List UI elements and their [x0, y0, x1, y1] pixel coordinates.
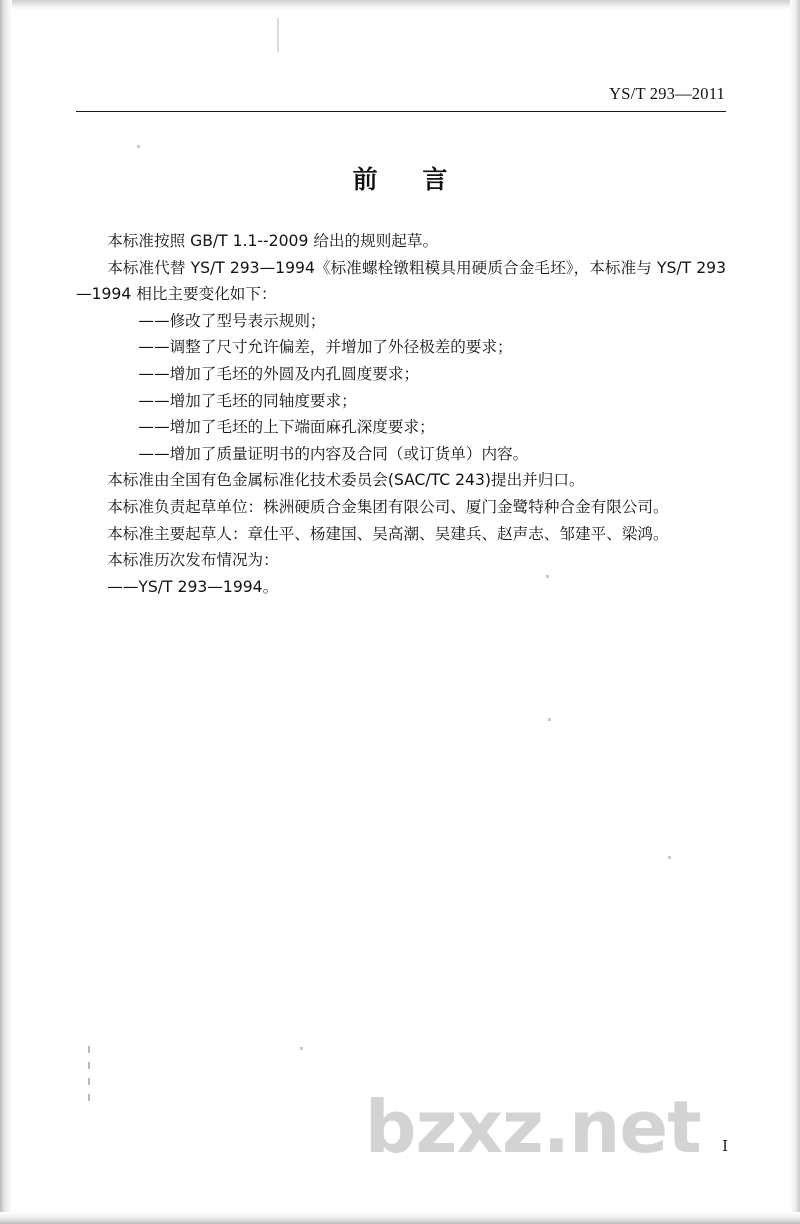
foreword-body: [76, 228, 726, 600]
list-item: ——增加了毛坯的外圆及内孔圆度要求；: [138, 364, 420, 383]
scan-speck: [546, 575, 549, 578]
scan-speck: [277, 18, 279, 52]
header-divider: [76, 111, 726, 112]
page-number: Ⅰ: [722, 1139, 728, 1155]
scan-edge-top: [0, 0, 800, 10]
paragraph: 本标准历次发布情况为：: [107, 551, 279, 570]
paragraph: 本标准由全国有色金属标准化技术委员会(SAC/TC 243)提出并归口。: [107, 471, 585, 490]
paragraph: 本标准代替 YS/T 293—1994《标准螺栓镦粗模具用硬质合金毛坯》，本标准与 YS/T 293—1994 相比主要变化如下：: [76, 258, 726, 304]
list-item: ——调整了尺寸允许偏差，并增加了外径极差的要求；: [138, 338, 513, 357]
paragraph: 本标准按照 GB/T 1.1--2009 给出的规则起草。: [107, 232, 439, 250]
scan-speck: [300, 1047, 303, 1050]
standard-code-header: YS/T 293—2011: [609, 84, 725, 103]
page-title: 前 言: [352, 165, 466, 194]
list-item: ——增加了质量证明书的内容及合同（或订货单）内容。: [138, 444, 529, 463]
list-item: ——增加了毛坯的上下端面麻孔深度要求；: [138, 418, 435, 437]
scan-artifact-marks: [88, 1046, 90, 1106]
watermark: bzxz.net: [365, 1085, 701, 1169]
list-item: ——修改了型号表示规则；: [138, 311, 326, 330]
scan-speck: [137, 145, 140, 148]
scan-speck: [668, 856, 671, 859]
paragraph: 本标准负责起草单位：株洲硬质合金集团有限公司、厦门金鹭特种合金有限公司。: [107, 497, 669, 516]
list-item: ——增加了毛坯的同轴度要求；: [138, 391, 357, 410]
list-item: ——YS/T 293—1994。: [107, 577, 279, 596]
scan-edge-bottom: [0, 1212, 800, 1224]
paragraph: 本标准主要起草人：章仕平、杨建国、吴高潮、吴建兵、赵声志、邹建平、梁鸿。: [107, 524, 669, 543]
scan-speck: [548, 718, 551, 721]
